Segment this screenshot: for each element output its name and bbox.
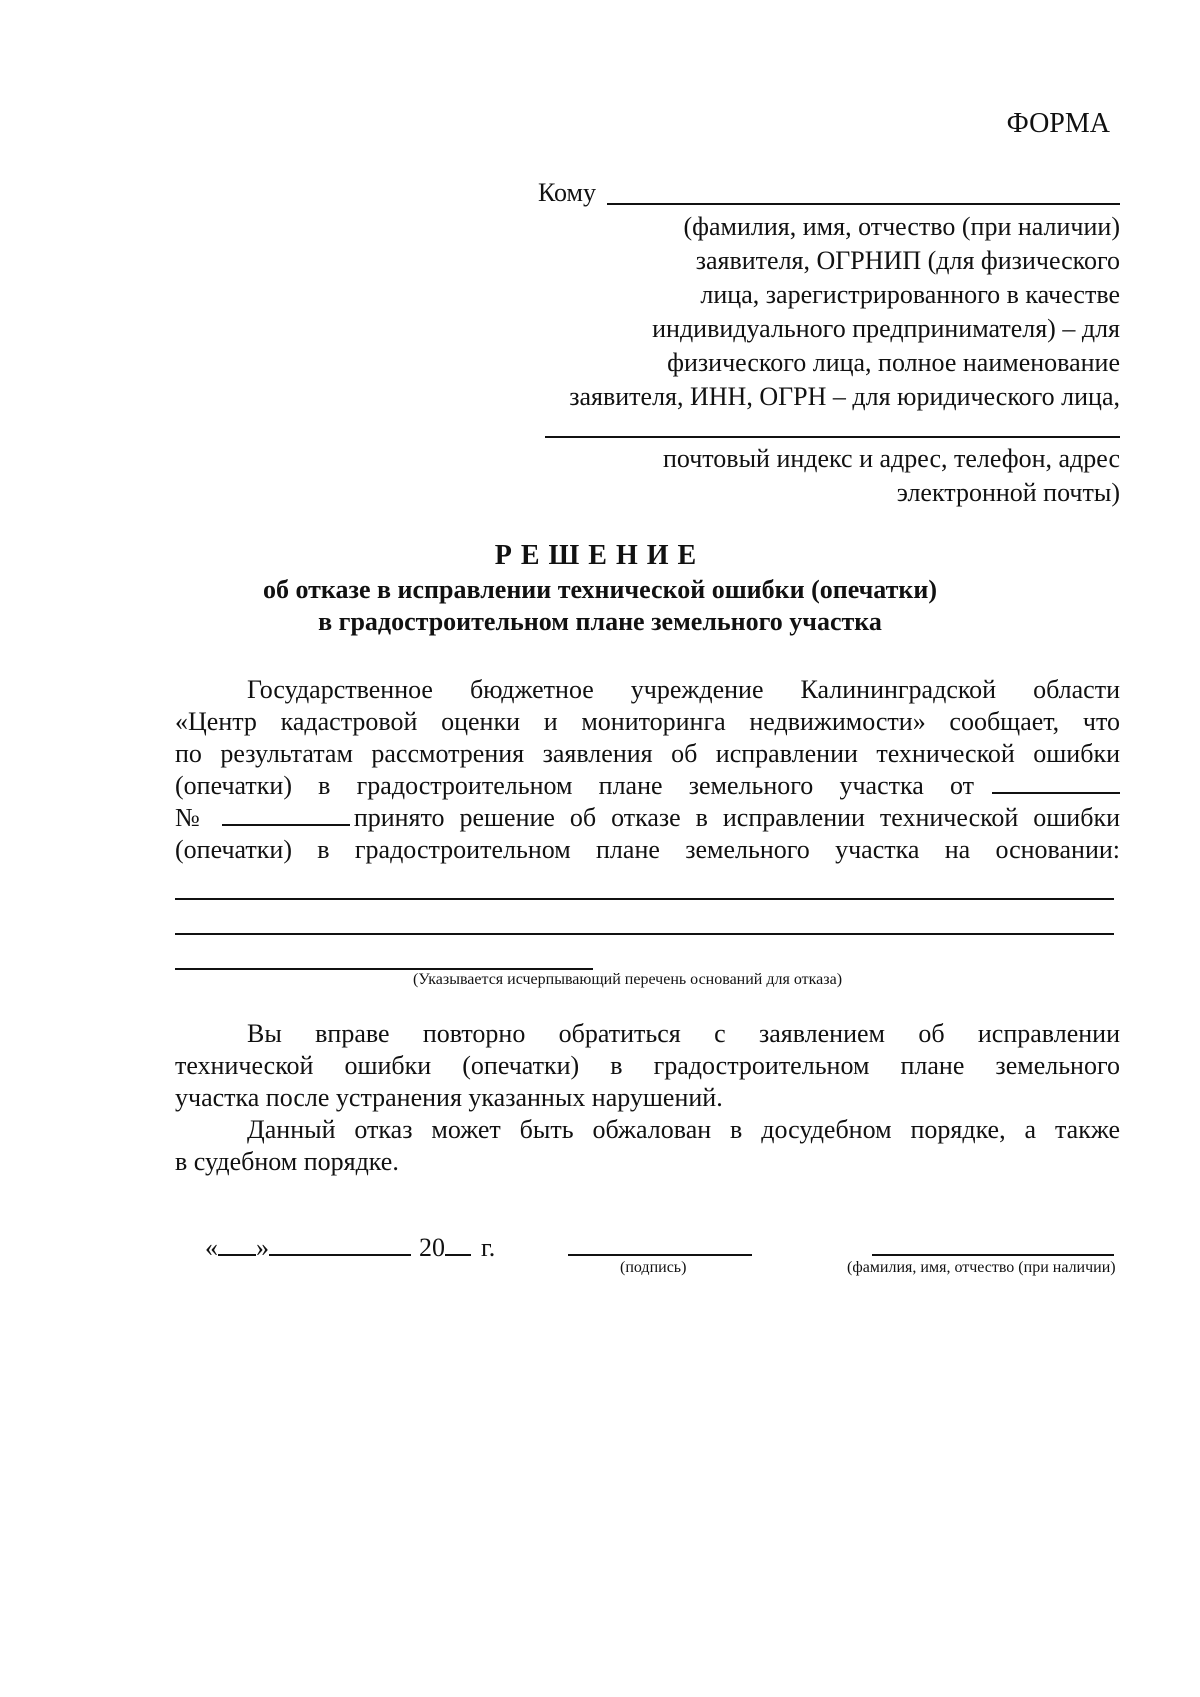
fio-label: (фамилия, имя, отчество (при наличии) <box>847 1259 1116 1276</box>
paragraph-line <box>175 770 1120 802</box>
number-blank <box>222 802 350 826</box>
number-sign: № <box>175 803 200 832</box>
recipient-line <box>607 203 1120 205</box>
day-blank <box>218 1232 256 1256</box>
paragraph-line <box>175 802 1120 834</box>
paragraph-line: технической ошибки (опечатки) в градостроительном плане земельного <box>175 1051 1120 1080</box>
year-prefix: 20 <box>419 1233 445 1262</box>
signature-line <box>568 1254 752 1256</box>
reason-line <box>175 933 1114 935</box>
quote-close: » <box>256 1233 269 1262</box>
reason-line <box>175 968 593 970</box>
address-hint-line: электронной почты) <box>896 478 1120 507</box>
paragraph-line: Вы вправе повторно обратиться с заявлением об исправлении <box>247 1019 1120 1048</box>
paragraph-text: (опечатки) в градостроительном плане земельного участка от <box>175 771 974 800</box>
paragraph-line: участка после устранения указанных нарушений. <box>175 1083 723 1112</box>
fio-line <box>872 1254 1114 1256</box>
reasons-hint: (Указывается исчерпывающий перечень оснований для отказа) <box>413 971 843 988</box>
year-suffix: г. <box>481 1233 496 1262</box>
paragraph-line: (опечатки) в градостроительном плане земельного участка на основании: <box>175 835 1120 864</box>
paragraph-complaint <box>175 1114 1120 1178</box>
year-blank <box>445 1232 471 1256</box>
address-line <box>545 436 1120 438</box>
signature-label: (подпись) <box>620 1259 687 1276</box>
paragraph-line: «Центр кадастровой оценки и мониторинга недвижимости» сообщает, что <box>175 707 1120 736</box>
to-label: Кому <box>538 178 597 207</box>
paragraph-decision <box>175 674 1120 866</box>
recipient-hint-line: заявителя, ОГРНИП (для физического <box>695 246 1120 275</box>
paragraph-line: Государственное бюджетное учреждение Калининградской области <box>247 675 1120 704</box>
recipient-hint-line: (фамилия, имя, отчество (при наличии) <box>683 212 1120 241</box>
paragraph-appeal <box>175 1018 1120 1114</box>
address-hint-line: почтовый индекс и адрес, телефон, адрес <box>662 444 1120 473</box>
recipient-hint-line: лица, зарегистрированного в качестве <box>700 280 1120 309</box>
form-label: ФОРМА <box>1006 108 1110 139</box>
document-subtitle: об отказе в исправлении технической ошибки (опечатки) <box>262 575 937 604</box>
date-blank <box>992 770 1120 794</box>
paragraph-line: Данный отказ может быть обжалован в досудебном порядке, а также <box>247 1115 1120 1144</box>
document-title: РЕШЕНИЕ <box>494 540 706 571</box>
recipient-hint-line: заявителя, ИНН, ОГРН – для юридического лица, <box>569 382 1120 411</box>
paragraph-line: в судебном порядке. <box>175 1147 399 1176</box>
quote-open: « <box>205 1233 218 1262</box>
document-subtitle: в градостроительном плане земельного участка <box>318 607 882 636</box>
date-field <box>205 1232 495 1263</box>
paragraph-text: принято решение об отказе в исправлении технической ошибки <box>353 803 1120 832</box>
month-blank <box>269 1232 411 1256</box>
reason-line <box>175 898 1114 900</box>
recipient-hint-line: физического лица, полное наименование <box>667 348 1120 377</box>
paragraph-line: по результатам рассмотрения заявления об исправлении технической ошибки <box>175 739 1120 768</box>
recipient-hint-line: индивидуального предпринимателя) – для <box>652 314 1120 343</box>
